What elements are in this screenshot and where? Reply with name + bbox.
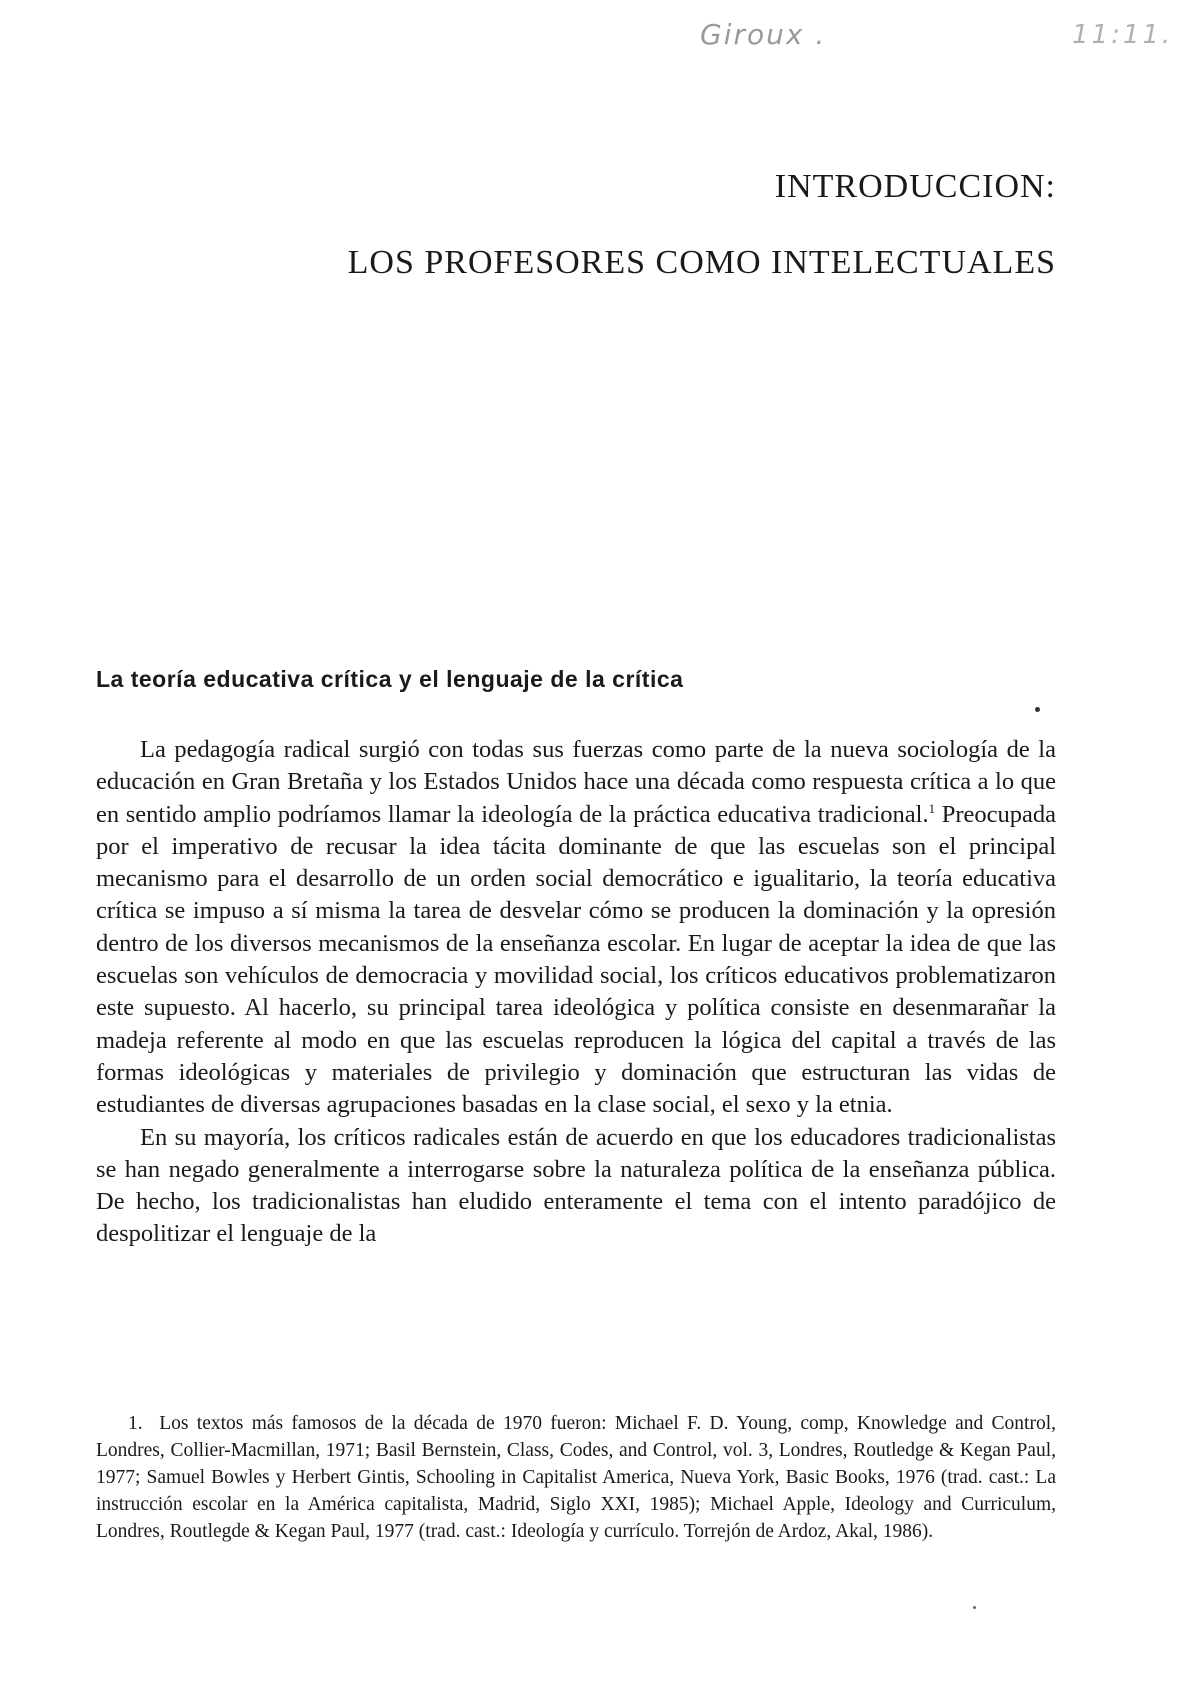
section-heading: La teoría educativa crítica y el lenguaje de la crítica — [96, 666, 684, 692]
paragraph-2: En su mayoría, los críticos radicales están de acuerdo en que los educadores tradicionalistas se han negado generalmente a interrogarse sobre la naturaleza política de la enseñanza pública. De hecho, los tradicionalistas han eludido enteramente el tema con el intento paradójico de despolitizar el lenguaje de la — [96, 1123, 1056, 1248]
handwritten-author-note: Giroux . — [700, 18, 827, 51]
speck-mark — [1035, 707, 1040, 712]
chapter-title-line2: LOS PROFESORES COMO INTELECTUALES — [347, 244, 1056, 281]
footnote — [96, 1410, 1056, 1545]
footnote-number: 1. — [128, 1413, 143, 1434]
chapter-title-line1: INTRODUCCION: — [774, 168, 1056, 205]
paragraph-1 — [96, 734, 1056, 1122]
corner-page-mark: 11:11. — [1072, 20, 1174, 50]
paragraph-1-part-2: Preocupada por el imperativo de recusar la idea tácita dominante de que las escuelas son el principal mecanismo para el desarrollo de un orden social democrático e igualitario, la teoría educativa crítica se impuso a sí misma la tarea de desvelar cómo se producen la dominación y la opresión dentro de los diversos mecanismos de la enseñanza escolar. En lugar de aceptar la idea de que las escuelas son vehículos de democracia y movilidad social, los críticos educativos problematizaron este supuesto. Al hacerlo, su principal tarea ideológica y política consiste en desenmarañar la madeja referente al modo en que las escuelas reproducen la lógica del capital a través de las formas ideológicas y materiales de privilegio y dominación que estructuran las vidas de estudiantes de diversas agrupaciones basadas en la clase social, el sexo y la etnia. — [96, 800, 1056, 1119]
footnote-reference: 1 — [928, 800, 936, 816]
paragraph-1-part-1: La pedagogía radical surgió con todas sus fuerzas como parte de la nueva sociología de la educación en Gran Bretaña y los Estados Unidos hace una década como respuesta crítica a lo que en sentido amplio podríamos llamar la ideología de la práctica educativa tradicional. — [96, 736, 1056, 828]
speck-mark-bottom — [973, 1606, 976, 1609]
body-text — [96, 734, 1056, 1251]
footnote-text: Los textos más famosos de la década de 1970 fueron: Michael F. D. Young, comp, Knowledge and Control, Londres, Collier-Macmillan, 1971; Basil Bernstein, Class, Codes, and Control, vol. 3, Londres, Routledge & Kegan Paul, 1977; Samuel Bowles y Herbert Gintis, Schooling in Capitalist America, Nueva York, Basic Books, 1976 (trad. cast.: La instrucción escolar en la América capitalista, Madrid, Siglo XXI, 1985); Michael Apple, Ideology and Curriculum, Londres, Routlegde & Kegan Paul, 1977 (trad. cast.: Ideología y currículo. Torrejón de Ardoz, Akal, 1986). — [96, 1413, 1057, 1542]
